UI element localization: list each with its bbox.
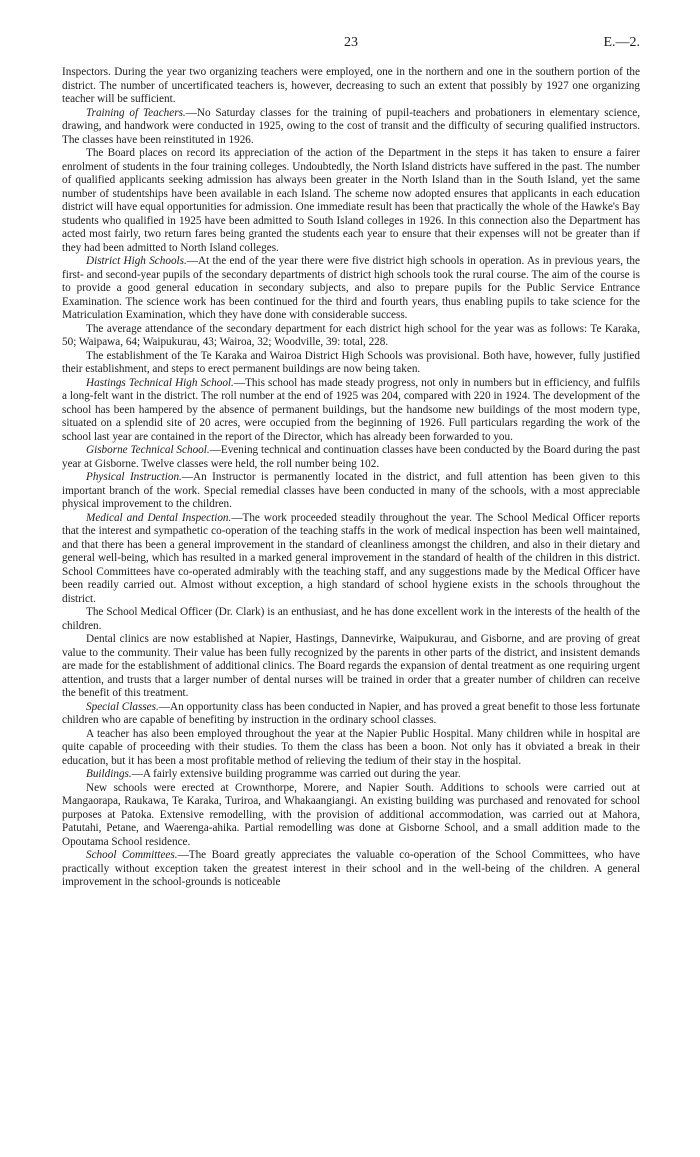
section-heading: Special Classes.	[86, 700, 159, 713]
paragraph-training-colleges: The Board places on record its appreciation of the action of the Department in the steps it has taken to ensure a fairer enrolment of students in the four training colleges. Undoubtedly, the North Island districts have suffered in the past. The number of qualified applicants seeking admission has always been greater in the North Island than in the South Island, yet the same number of studentships have been available in each Island. The scheme now adopted ensures that applicants in each education district will have equal opportunities for admission. One immediate result has been that practically the whole of the Hawke's Bay students who qualified in 1925 have been admitted to South Island colleges in 1926. In this connection also the Department has acted most fairly, two return fares being granted the students each year to ensure that their expenses will not be greater than if they had been admitted to North Island colleges.	[62, 147, 641, 254]
section-heading: Training of Teachers.	[86, 106, 186, 119]
paragraph-inspectors: Inspectors. During the year two organizing teachers were employed, one in the northern and one in the southern portion of the district. The number of uncertificated teachers is, however, decreasing to such an extent that possibly by 1927 one organizing teacher will be sufficient.	[62, 66, 640, 105]
section-heading: Physical Instruction.	[86, 471, 182, 483]
paragraph-establishment: The establishment of the Te Karaka and Wairoa District High Schools was provisional. Both have, however, fully justified their establishment, and steps to erect permanent buildings are now being taken.	[62, 349, 640, 375]
page-number: 23	[344, 35, 358, 50]
paragraph-average-attendance: The average attendance of the secondary department for each district high school for the year was as follows: Te Karaka, 50; Waipawa, 64; Waipukurau, 43; Wairoa, 32; Woodville, 39: total, 228.	[62, 322, 640, 348]
paragraph-hospital-teacher: A teacher has also been employed throughout the year at the Napier Public Hospital. Many children while in hospital are quite capable of proceeding with their studies. To them the class has been a boon. Not only has it obviated a break in their education, but it has been a most profitable method of relieving the tedium of their stay in the hospital.	[62, 727, 640, 767]
paragraph-school-committees: School Committees.—The Board greatly appreciates the valuable co-operation of the School Committees, who have practically without exception taken the greatest interest in their school and in the well-being of the children. A general improvement in the school-grounds is noticeable	[62, 849, 641, 888]
paragraph-district-high-schools: District High Schools.—At the end of the year there were five district high schools in operation. As in previous years, the first- and second-year pupils of the secondary departments of district high schools took the rural course. The aim of the course is to provide a good general education in secondary subjects, and also to prepare pupils for the Public Service Entrance Examination. The science work has been continued for the third and fourth years, thus enabling pupils to take science for the Matriculation Examination, which they have done with considerable success.	[62, 255, 640, 321]
series-code: E.—2.	[603, 35, 640, 50]
section-heading: Hastings Technical High School.	[86, 376, 234, 389]
page-header	[62, 35, 640, 53]
paragraph-new-schools: New schools were erected at Crownthorpe, Morere, and Napier South. Additions to schools were carried out at Mangaorapa, Raukawa, Te Karaka, Turiroa, and Whakaangiangi. An existing building was purchased and renovated for school purposes at Patoka. Extensive remodelling, with the provision of additional accommodation, was carried out at Mahora, Patutahi, Petane, and Waerenga-ahika. Partial remodelling was done at Gisborne School, and a small addition made to the Opoutama School residence.	[62, 781, 640, 848]
section-heading: District High Schools.	[86, 255, 187, 267]
section-heading: Buildings.	[86, 768, 132, 780]
paragraph-medical-officer: The School Medical Officer (Dr. Clark) is an enthusiast, and he has done excellent work in the interests of the health of the children.	[62, 606, 640, 632]
paragraph-special-classes: Special Classes.—An opportunity class has been conducted in Napier, and has proved a great benefit to those less fortunate children who are capable of benefiting by instruction in the ordinary school classes.	[62, 700, 640, 726]
paragraph-medical-dental: Medical and Dental Inspection.—The work proceeded steadily throughout the year. The School Medical Officer reports that the interest and sympathetic co-operation of the teaching staffs in the work of medical inspection has been well maintained, and that there has been a general improvement in the standard of cleanliness amongst the children, and also in their dietary and general well-being, which has resulted in a marked general improvement in the standard of health of the children in this district. School Committees have co-operated admirably with the teaching staff, and any suggestions made by the Medical Officer have been readily carried out. Almost without exception, a high standard of school hygiene exists in the schools throughout the district.	[62, 511, 640, 605]
paragraph-buildings: Buildings.—A fairly extensive building programme was carried out during the year.	[86, 768, 461, 780]
paragraph-dental-clinics: Dental clinics are now established at Napier, Hastings, Dannevirke, Waipukurau, and Gisborne, and are proving of great value to the community. Their value has been fully recognized by the parents in other parts of the district, and insistent demands are made for the establishment of additional clinics. The Board regards the expansion of dental treatment as one requiring urgent attention, and trusts that a larger number of dental nurses will be trained in order that a greater number of children can receive the benefit of this treatment.	[62, 633, 640, 699]
section-heading: Gisborne Technical School.	[86, 444, 210, 456]
body-text	[62, 66, 640, 890]
paragraph-training-of-teachers: Training of Teachers.—No Saturday classes for the training of pupil-teachers and probationers in elementary science, drawing, and handwork were conducted in 1925, owing to the cost of transit and the difficulty of securing qualified instructors. The classes have been reinstituted in 1926.	[62, 106, 640, 146]
paragraph-physical-instruction: Physical Instruction.—An Instructor is permanently located in the district, and full attention has been given to this important branch of the work. Special remedial classes have been conducted in many of the schools, with a most appreciable physical improvement to the children.	[62, 471, 640, 510]
paragraph-hastings-technical: Hastings Technical High School.—This school has made steady progress, not only in numbers but in efficiency, and fulfils a long-felt want in the district. The roll number at the end of 1925 was 204, compared with 220 in 1924. The development of the school has been hampered by the absence of permanent buildings, but the handsome new buildings of the most modern type, situated on a splendid site of 20 acres, were occupied from the beginning of 1926. Full particulars regarding the work of the school last year are contained in the report of the Director, which has already been forwarded to you.	[62, 376, 640, 443]
section-heading: Medical and Dental Inspection.	[86, 511, 232, 524]
section-heading: School Committees.	[86, 849, 178, 861]
paragraph-gisborne-technical: Gisborne Technical School.—Evening technical and continuation classes have been conducted by the Board during the past year at Gisborne. Twelve classes were held, the roll number being 102.	[62, 444, 640, 470]
